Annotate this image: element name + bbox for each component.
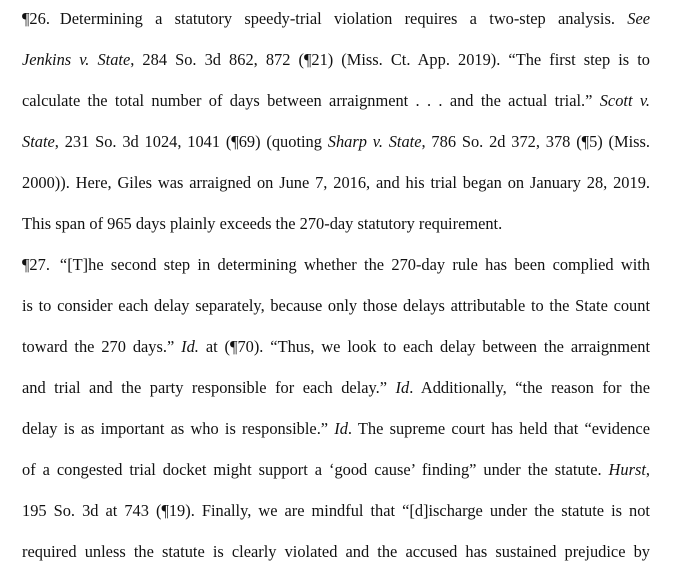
paragraph-number: ¶26. [22,9,50,28]
text-line: 2000)). Here, Giles was arraigned on June 7, 2016, and his trial began on January 28, 2019. [22,173,650,192]
paragraph-26 [22,6,650,252]
text-line: delay is as important as who is responsible.” Id. The supreme court has held that “evidence [22,419,650,438]
paragraph-number: ¶27. [22,255,50,274]
text-line: ¶27. “[T]he second step in determining whether the 270-day rule has been complied with [22,255,650,274]
text-line: and trial and the party responsible for each delay.” Id. Additionally, “the reason for the [22,378,650,397]
text-line: required unless the statute is clearly violated and the accused has sustained prejudice by [22,542,650,561]
text-line: toward the 270 days.” Id. at (¶70). “Thus, we look to each delay between the arraignment [22,337,650,356]
opinion-text [22,6,650,580]
text-line: State, 231 So. 3d 1024, 1041 (¶69) (quoting Sharp v. State, 786 So. 2d 372, 378 (¶5) (Miss. [22,132,650,151]
text-line: ¶26. Determining a statutory speedy-trial violation requires a two-step analysis. See [22,9,650,28]
text-line: of a congested trial docket might support a ‘good cause’ finding” under the statute. Hurst, [22,460,650,479]
text-line: 195 So. 3d at 743 (¶19). Finally, we are mindful that “[d]ischarge under the statute is not [22,501,650,520]
text-line: Jenkins v. State, 284 So. 3d 862, 872 (¶21) (Miss. Ct. App. 2019). “The first step is to [22,50,650,69]
text-line: This span of 965 days plainly exceeds the 270-day statutory requirement. [22,214,503,233]
text-line: is to consider each delay separately, because only those delays attributable to the State count [22,296,650,315]
paragraph-27 [22,252,650,580]
text-line: calculate the total number of days between arraignment . . . and the actual trial.” Scott v. [22,91,650,110]
